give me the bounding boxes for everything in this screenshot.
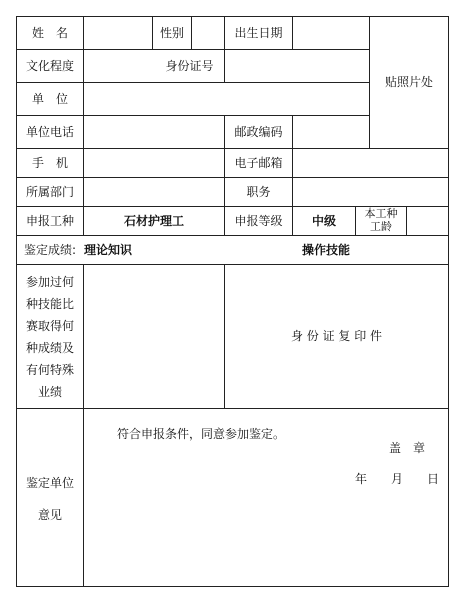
practice-label: 操作技能 — [302, 243, 351, 257]
photo-placeholder-label: 贴照片处 — [384, 75, 433, 89]
row-line-2 — [16, 82, 369, 83]
birth-date-label: 出生日期 — [234, 26, 283, 40]
email-label: 电子邮箱 — [234, 156, 283, 170]
theory-label: 理论知识 — [84, 243, 133, 257]
result-label: 鉴定成绩: — [24, 243, 77, 257]
label-column-line — [83, 16, 84, 235]
seniority-right-line — [406, 206, 407, 235]
gender-right-line — [191, 16, 192, 49]
row-line-9 — [16, 408, 449, 409]
competition-line-3: 赛取得何 — [25, 319, 74, 333]
unit-label: 单 位 — [31, 92, 68, 106]
apply-level-value: 中级 — [311, 214, 336, 228]
opinion-label-line2: 意见 — [37, 508, 62, 522]
row-line-7 — [16, 235, 449, 236]
education-label: 文化程度 — [25, 59, 74, 73]
birth-right-line — [292, 16, 293, 49]
id-number-label: 身份证号 — [165, 59, 214, 73]
unit-phone-label: 单位电话 — [25, 125, 74, 139]
edge-tick — [448, 48, 449, 56]
apply-type-label: 申报工种 — [25, 214, 74, 228]
name-label: 姓 名 — [31, 26, 68, 40]
border-bottom — [16, 586, 449, 587]
competition-line-5: 有何特殊 — [25, 363, 74, 377]
apply-level-label: 申报等级 — [234, 214, 283, 228]
competition-line-1: 参加过何 — [25, 275, 74, 289]
postal-value-line — [292, 115, 293, 148]
apply-type-value: 石材护理工 — [123, 214, 184, 228]
border-right — [448, 16, 449, 587]
border-top — [16, 16, 449, 17]
row-line-3 — [16, 115, 369, 116]
mobile-label: 手 机 — [31, 156, 68, 170]
year-label: 年 — [355, 472, 368, 486]
competition-line-2: 种技能比 — [25, 297, 74, 311]
id-copy-label: 身 份 证 复 印 件 — [290, 329, 383, 343]
row-line-5 — [16, 177, 449, 178]
id-value-line — [224, 49, 225, 82]
agreement-text: 符合申报条件，同意参加鉴定。 — [117, 427, 286, 441]
seniority-label-line2: 工龄 — [370, 221, 392, 233]
seal-label: 盖 章 — [389, 441, 426, 455]
gender-label: 性别 — [159, 26, 184, 40]
competition-line-4: 种成绩及 — [25, 341, 74, 355]
registration-form — [16, 16, 449, 587]
day-label: 日 — [427, 472, 440, 486]
row-line-8 — [16, 264, 449, 265]
row-line-4 — [16, 148, 449, 149]
month-label: 月 — [391, 472, 404, 486]
opinion-label-line1: 鉴定单位 — [25, 476, 74, 490]
postal-code-label: 邮政编码 — [234, 125, 283, 139]
competition-line-6: 业绩 — [37, 385, 62, 399]
seniority-label-line1: 本工种 — [364, 207, 398, 220]
position-label: 职务 — [246, 185, 271, 199]
label-column-line-lower — [83, 264, 84, 586]
row-line-1 — [16, 49, 369, 50]
department-label: 所属部门 — [25, 185, 74, 199]
